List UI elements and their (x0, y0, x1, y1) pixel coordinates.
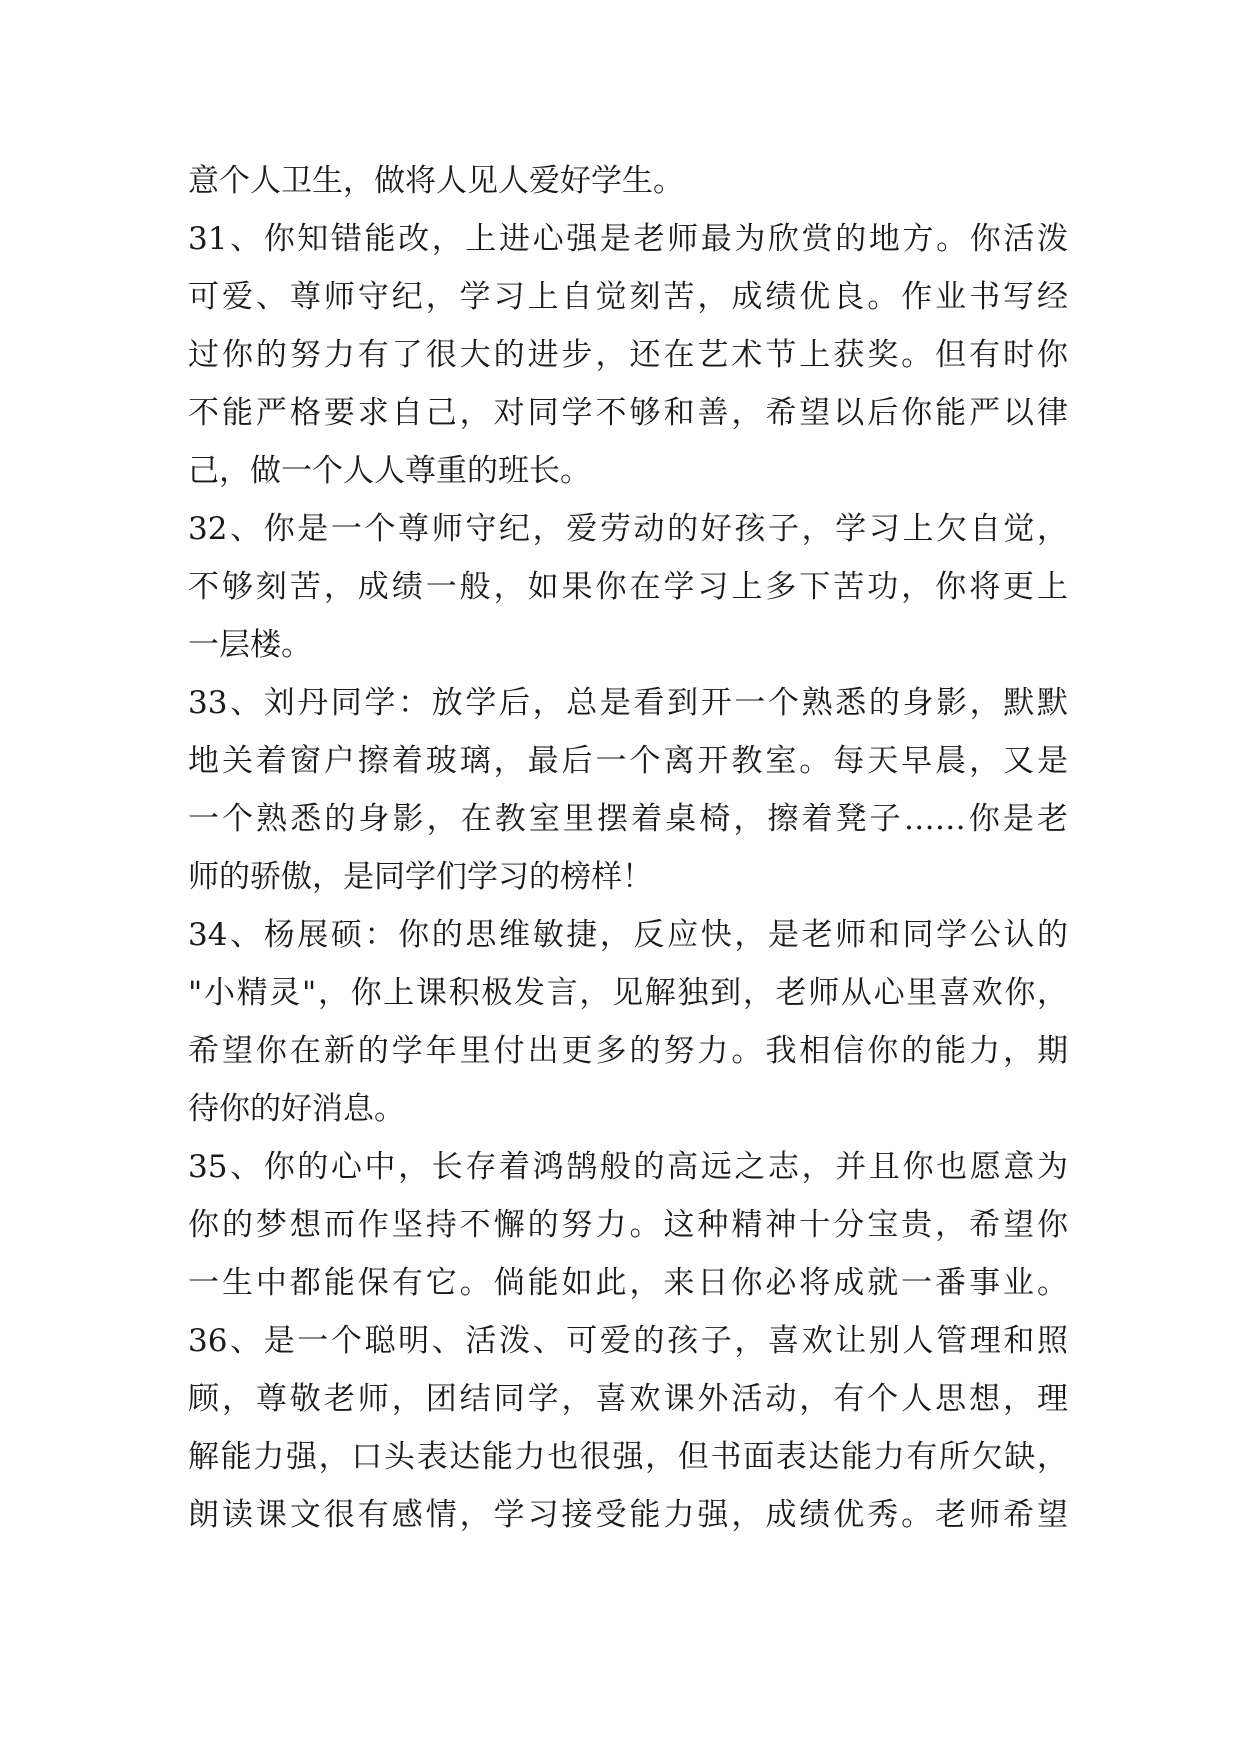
text-line: 一个熟悉的身影，在教室里摆着桌椅，擦着凳子……你是老 (188, 801, 1068, 837)
text-line: 不够刻苦，成绩一般，如果你在学习上多下苦功，你将更上 (188, 569, 1068, 605)
text-line: 解能力强，口头表达能力也很强，但书面表达能力有所欠缺， (188, 1439, 1068, 1475)
text-line: 朗读课文很有感情，学习接受能力强，成绩优秀。老师希望 (188, 1497, 1068, 1533)
text-line: 地关着窗户擦着玻璃，最后一个离开教室。每天早晨，又是 (188, 743, 1068, 779)
text-line: 31、你知错能改，上进心强是老师最为欣赏的地方。你活泼 (188, 221, 1068, 257)
text-line: 过你的努力有了很大的进步，还在艺术节上获奖。但有时你 (188, 337, 1068, 373)
text-line: 希望你在新的学年里付出更多的努力。我相信你的能力，期 (188, 1033, 1068, 1069)
text-line: 34、杨展硕：你的思维敏捷，反应快，是老师和同学公认的 (188, 917, 1068, 953)
text-line: "小精灵"，你上课积极发言，见解独到，老师从心里喜欢你， (188, 975, 1068, 1011)
text-line: 你的梦想而作坚持不懈的努力。这种精神十分宝贵，希望你 (188, 1207, 1068, 1243)
text-line: 师的骄傲，是同学们学习的榜样！ (188, 859, 653, 895)
text-line: 可爱、尊师守纪，学习上自觉刻苦，成绩优良。作业书写经 (188, 279, 1068, 315)
text-line: 己，做一个人人尊重的班长。 (188, 453, 591, 489)
document-body (188, 152, 1068, 1544)
text-line: 不能严格要求自己，对同学不够和善，希望以后你能严以律 (188, 395, 1068, 431)
text-line: 一生中都能保有它。倘能如此，来日你必将成就一番事业。 (188, 1265, 1068, 1301)
text-line: 36、是一个聪明、活泼、可爱的孩子，喜欢让别人管理和照 (188, 1323, 1068, 1359)
text-line: 待你的好消息。 (188, 1091, 405, 1127)
text-line: 35、你的心中，长存着鸿鹄般的高远之志，并且你也愿意为 (188, 1149, 1068, 1185)
text-line: 顾，尊敬老师，团结同学，喜欢课外活动，有个人思想，理 (188, 1381, 1068, 1417)
text-line: 33、刘丹同学：放学后，总是看到开一个熟悉的身影，默默 (188, 685, 1068, 721)
text-line: 一层楼。 (188, 627, 312, 663)
text-line: 意个人卫生，做将人见人爱好学生。 (188, 163, 684, 199)
text-line: 32、你是一个尊师守纪，爱劳动的好孩子，学习上欠自觉， (188, 511, 1068, 547)
